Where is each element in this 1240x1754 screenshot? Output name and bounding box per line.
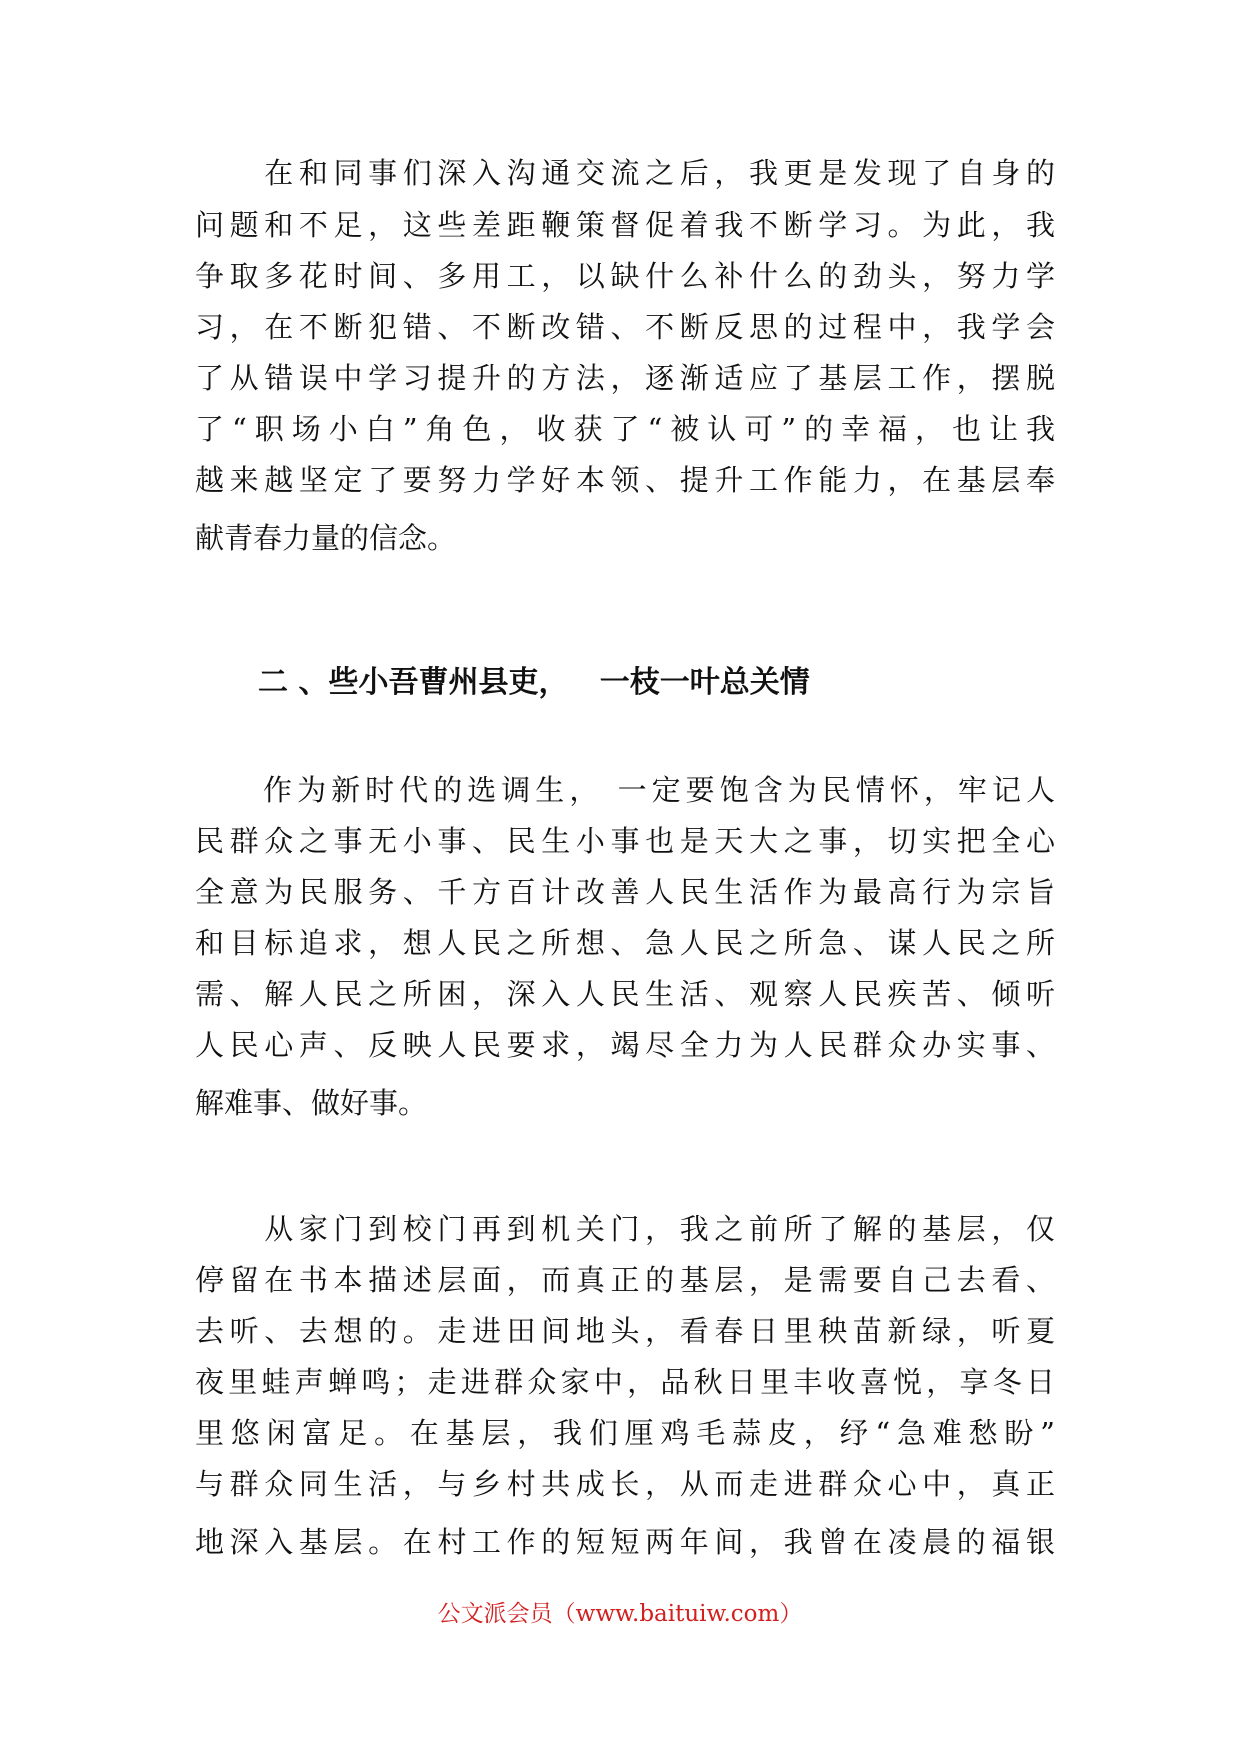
paragraph-2-line-2: 民群众之事无小事、民生小事也是天大之事，切实把全心 (195, 824, 1055, 858)
paragraph-3-line-3: 去听、去想的。走进田间地头，看春日里秧苗新绿，听夏 (195, 1314, 1055, 1348)
paragraph-3-line-4: 夜里蛙声蝉鸣；走进群众家中，品秋日里丰收喜悦，享冬日 (195, 1365, 1055, 1399)
paragraph-1-line-7: 越来越坚定了要努力学好本领、提升工作能力，在基层奉 (195, 463, 1055, 497)
paragraph-1-line-2: 问题和不足，这些差距鞭策督促着我不断学习。为此，我 (195, 208, 1055, 242)
paragraph-2-line-4: 和目标追求，想人民之所想、急人民之所急、谋人民之所 (195, 926, 1055, 960)
paragraph-2-line-6: 人民心声、反映人民要求，竭尽全力为人民群众办实事、 (195, 1028, 1055, 1062)
paragraph-3-line-6: 与群众同生活，与乡村共成长，从而走进群众心中，真正 (195, 1467, 1055, 1501)
paragraph-2-line-1: 作为新时代的选调生， 一定要饱含为民情怀，牢记人 (195, 773, 1055, 807)
paragraph-3-line-1: 从家门到校门再到机关门，我之前所了解的基层，仅 (195, 1212, 1055, 1246)
paragraph-1-line-5: 了从错误中学习提升的方法，逐渐适应了基层工作，摆脱 (195, 361, 1055, 395)
paragraph-2-line-7: 解难事、做好事。 (195, 1086, 428, 1120)
paragraph-1-line-8: 献青春力量的信念。 (195, 521, 457, 555)
footer-watermark: 公文派会员（www.baituiw.com） (437, 1601, 803, 1627)
paragraph-1-line-4: 习，在不断犯错、不断改错、不断反思的过程中，我学会 (195, 310, 1055, 344)
section-heading: 二 、些小吾曹州县吏， 一枝一叶总关情 (258, 665, 810, 700)
paragraph-1-line-3: 争取多花时间、多用工，以缺什么补什么的劲头，努力学 (195, 259, 1055, 293)
paragraph-2-line-5: 需、解人民之所困，深入人民生活、观察人民疾苦、倾听 (195, 977, 1055, 1011)
paragraph-3-line-7: 地深入基层。在村工作的短短两年间，我曾在凌晨的福银 (195, 1525, 1055, 1559)
paragraph-3-line-5: 里悠闲富足。在基层，我们厘鸡毛蒜皮，纾“急难愁盼” (195, 1416, 1055, 1450)
paragraph-1-line-6: 了“职场小白”角色，收获了“被认可”的幸福，也让我 (195, 412, 1055, 446)
paragraph-1-line-1: 在和同事们深入沟通交流之后，我更是发现了自身的 (195, 156, 1055, 190)
paragraph-3-line-2: 停留在书本描述层面，而真正的基层，是需要自己去看、 (195, 1263, 1055, 1297)
paragraph-2-line-3: 全意为民服务、千方百计改善人民生活作为最高行为宗旨 (195, 875, 1055, 909)
